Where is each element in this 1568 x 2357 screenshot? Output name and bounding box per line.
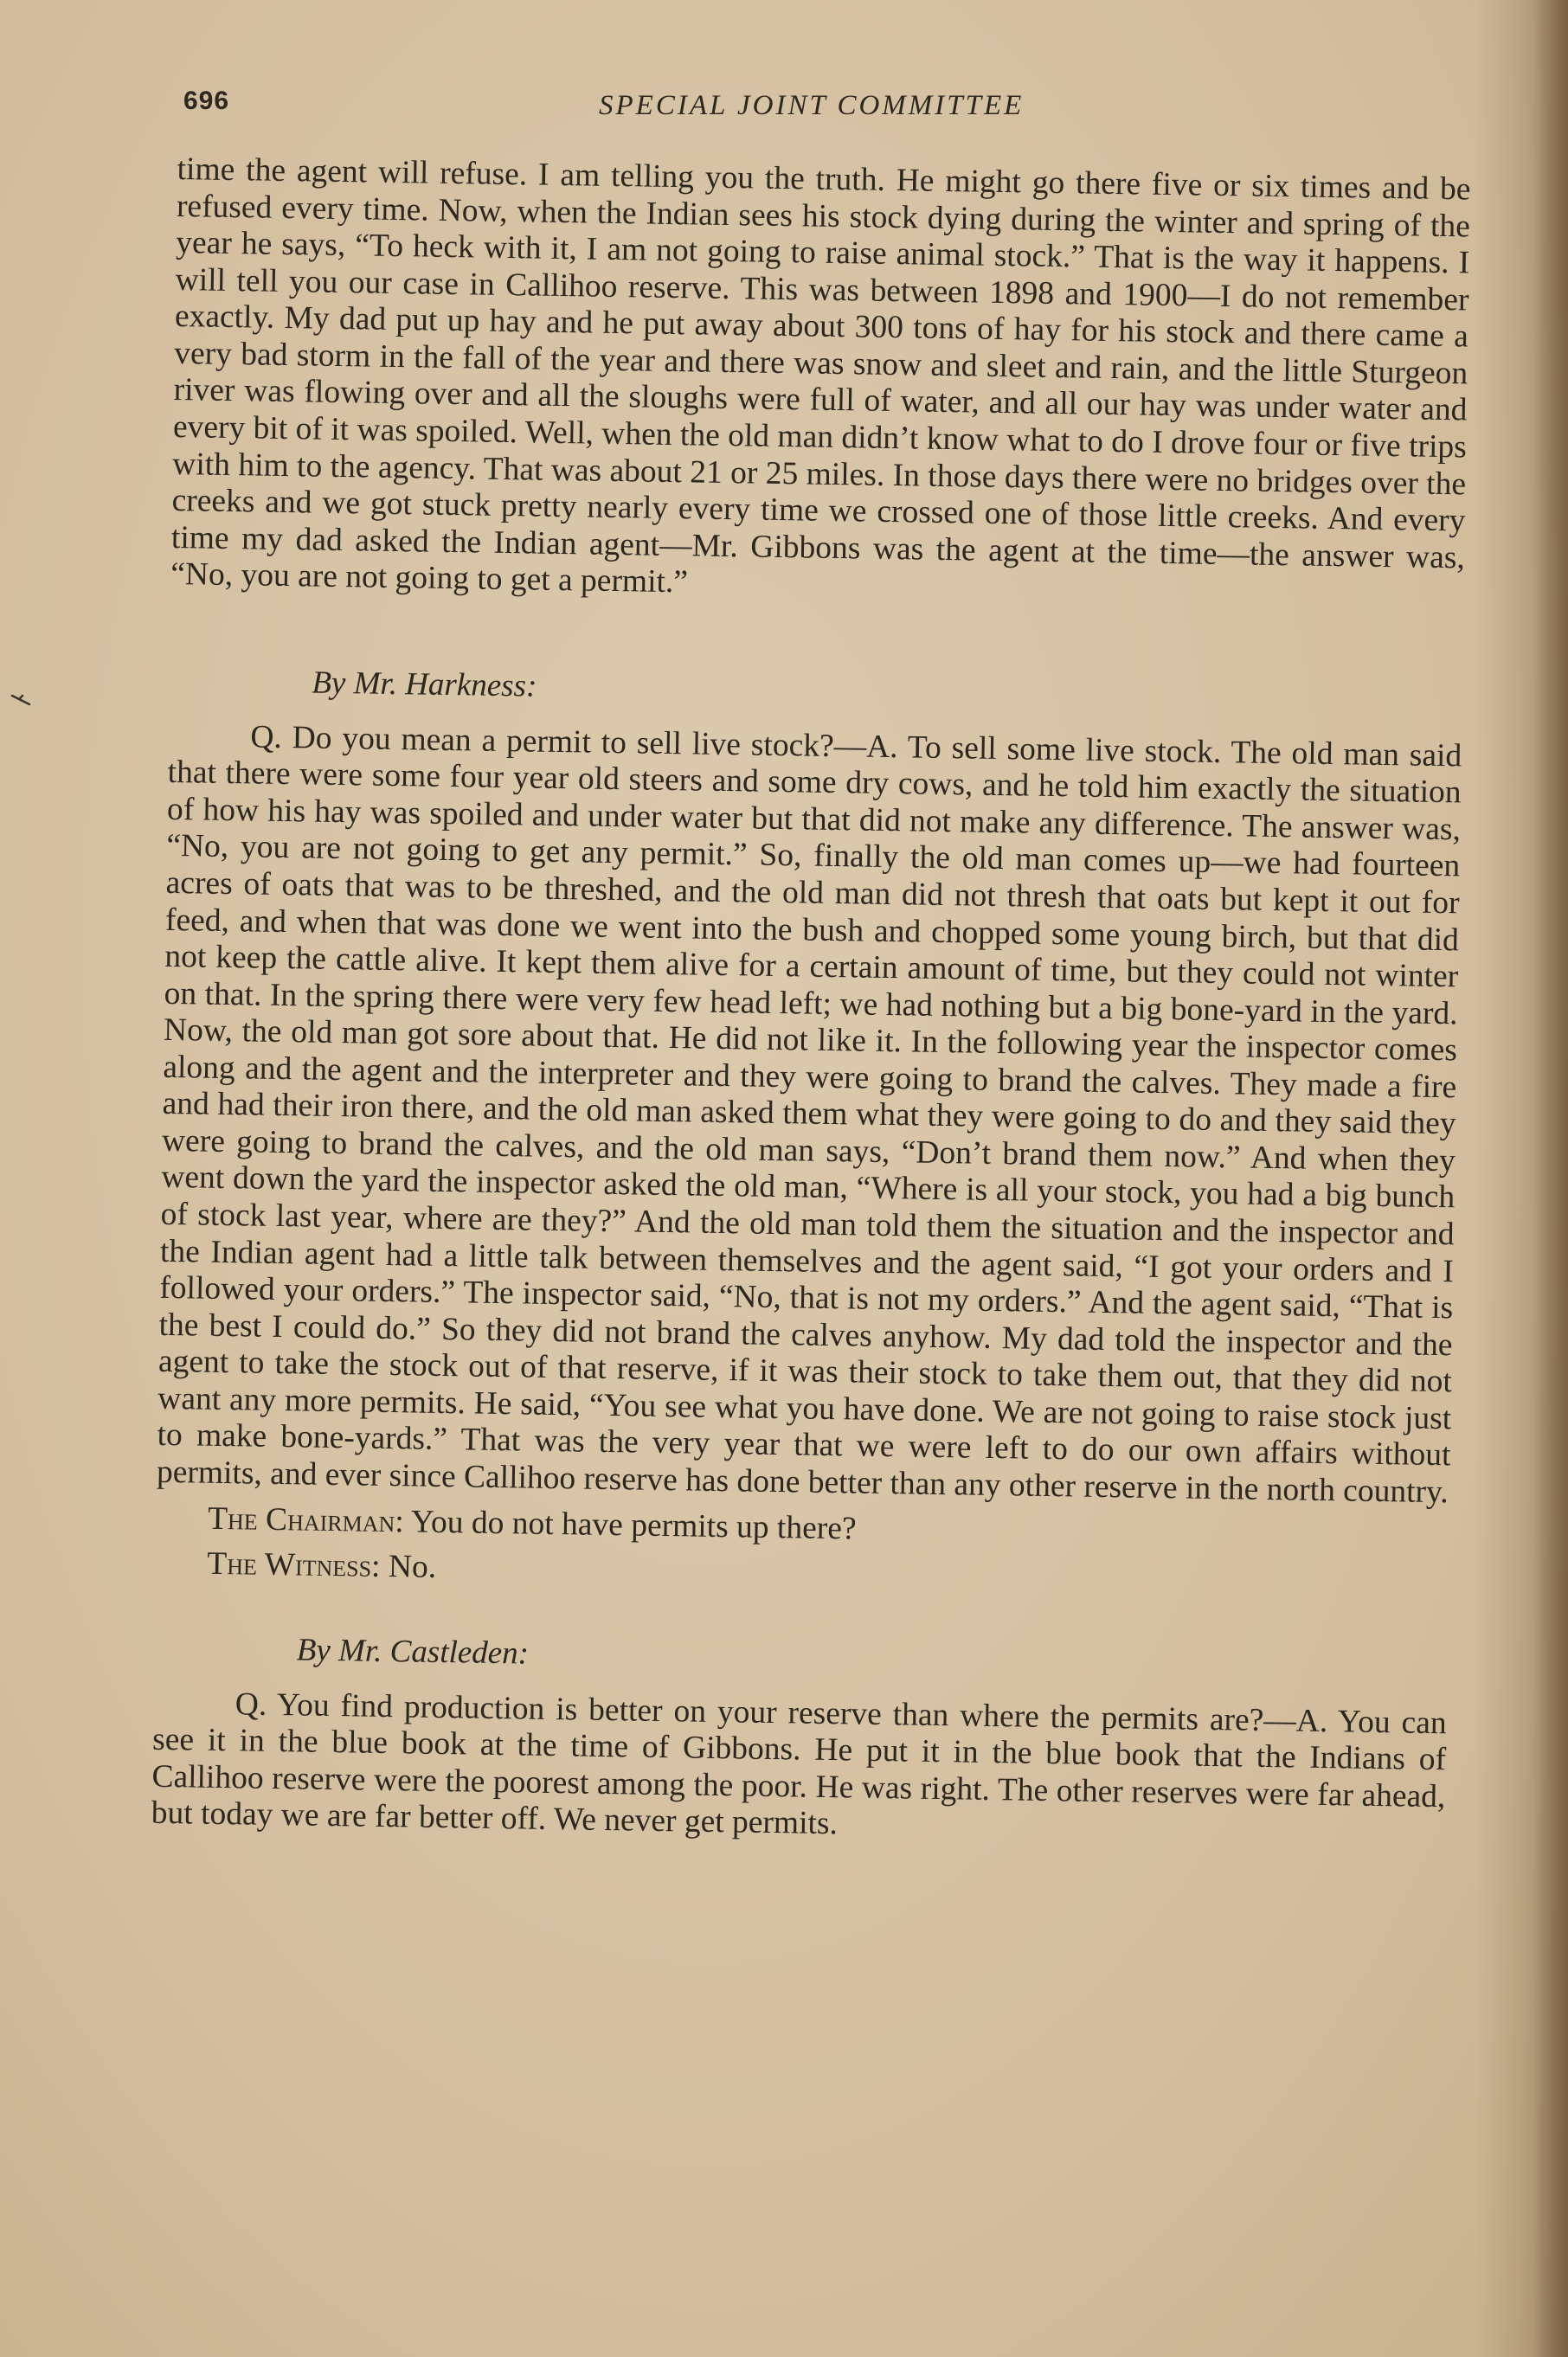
speaker-witness: The Witness:: [207, 1545, 381, 1584]
byline-castleden: By Mr. Castleden:: [296, 1632, 530, 1672]
paragraph-testimony-3: Q. You find production is better on your reserve than where the permits are?—A. You can see it in the blue book at the time of Gibbons. He put it in the blue book that the Indians of Callihoo reserve were the poorest among the poor. He was right. The other reserves were far ahead, but today we are far better off. We never get permits.: [151, 1686, 1447, 1842]
paragraph-testimony-1: time the agent will refuse. I am telling you the truth. He might go there five or six times and be refused every time. Now, when the Indian sees his stock dying during the winter and spring of the year he says, “To heck with it, I am not going to raise animal stock.” That is the way it happens. I will tell you our case in Callihoo reserve. This was between 1898 and 1900—I do not remember exactly. My dad put up hay and he put away about 300 tons of hay for his stock and there came a very bad storm in the fall of the year and there was snow and sleet and rain, and the little Sturgeon river was flowing over and all the sloughs were full of water, and all our hay was under water and every bit of it was spoiled. Well, when the old man didn’t know what to do I drove four or five trips with him to the agency. That was about 21 or 25 miles. In those days there were no bridges over the creeks and we got stuck pretty nearly every time we crossed one of those little creeks. And every time my dad asked the Indian agent—Mr. Gibbons was the agent at the time—the answer was, “No, you are not going to get a permit.”: [170, 151, 1471, 600]
paragraph-testimony-2: Q. Do you mean a permit to sell live stock?—A. To sell some live stock. The old man said that there were some four year old steers and some dry cows, and he told him exactly the situation of how his hay was spoiled and under water but that did not make any difference. The answer was, “No, you are not going to get any permit.” So, finally the old man comes up—we had fourteen acres of oats that was to be threshed, and the old man did not thresh that oats but kept it out for feed, and when that was done we went into the bush and chopped some young birch, but that did not keep the cattle alive. It kept them alive for a certain amount of time, but they could not winter on that. In the spring there were very few head left; we had nothing but a big bone-yard in the yard. Now, the old man got sore about that. He did not like it. In the following year the inspector comes along and the agent and the interpreter and they were going to brand the calves. They made a fire and had their iron there, and the old man asked them what they were going to do and they said they were going to brand the calves, and the old man says, “Don’t brand them now.” And when they went down the yard the inspector asked the old man, “Where is all your stock, you had a big bunch of stock last year, where are they?” And the old man told them the situation and the inspector and the Indian agent had a little talk between themselves and the agent said, “I got your orders and I followed your orders.” The inspector said, “No, that is not my orders.” And the agent said, “That is the best I could do.” So they did not brand the calves anyhow. My dad told the inspector and the agent to take the stock out of that reserve, if it was their stock to take them out, that they did not want any more permits. He said, “You see what you have done. We are not going to raise stock just to make bone-yards.” That was the very year that we were left to do our own affairs without permits, and ever since Callihoo reserve has done better than any other reserve in the north country.: [156, 719, 1462, 1511]
running-head: SPECIAL JOINT COMMITTEE: [599, 90, 1025, 121]
margin-pencil-mark: [10, 692, 33, 706]
page-header: [183, 87, 1516, 130]
speaker-chairman: The Chairman:: [207, 1500, 405, 1539]
page-body: [151, 151, 1470, 1853]
chairman-question: You do not have permits up there?: [410, 1503, 857, 1547]
witness-answer: No.: [388, 1549, 437, 1586]
byline-harkness: By Mr. Harkness:: [312, 665, 537, 704]
page-number: 696: [183, 87, 230, 115]
page-edge-shadow: [1533, 0, 1568, 2357]
